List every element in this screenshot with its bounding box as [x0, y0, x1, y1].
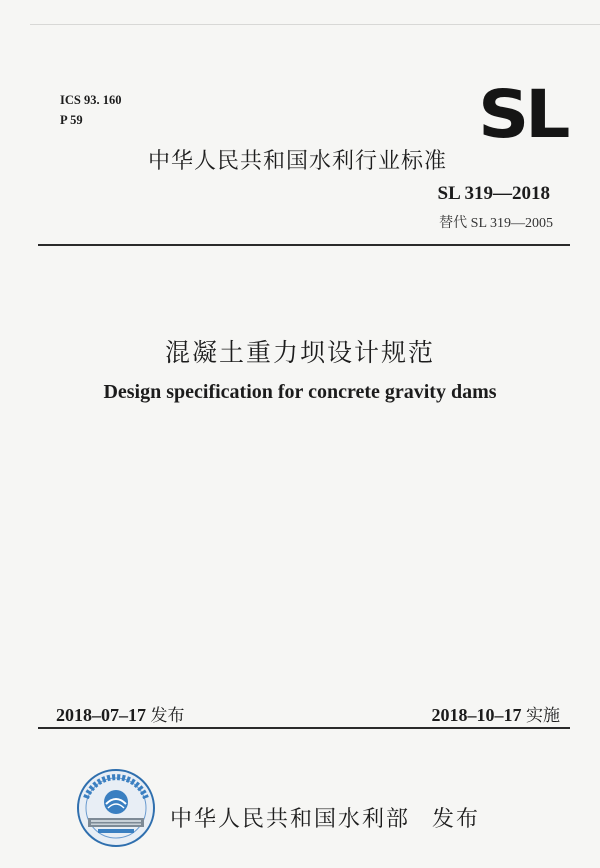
publisher-action: 发布: [432, 807, 481, 832]
publisher-name: 中华人民共和国水利部: [170, 807, 411, 832]
issue-date-line: [56, 701, 185, 726]
implementation-date: 2018–10–17: [431, 705, 522, 725]
document-title-chinese: 混凝土重力坝设计规范: [164, 338, 435, 367]
standard-category-title: 中华人民共和国水利行业标准: [148, 149, 448, 174]
document-title-english: Design specification for concrete gravity dams: [103, 381, 497, 403]
divider-bottom: [38, 727, 570, 729]
ccs-code: P 59: [60, 113, 83, 127]
issue-label: 发布: [150, 706, 185, 726]
ics-code: ICS 93. 160: [60, 93, 122, 107]
replaces-standard: 替代 SL 319—2005: [439, 216, 553, 231]
ministry-seal-icon: [76, 768, 156, 848]
divider-top: [38, 244, 570, 246]
sl-logo: SL: [478, 76, 567, 153]
classification-codes: [60, 90, 121, 130]
paper-edge: [30, 24, 600, 25]
implementation-date-line: [432, 701, 561, 726]
publisher-line: [170, 802, 480, 833]
implementation-label: 实施: [526, 706, 560, 726]
issue-date: 2018–07–17: [56, 705, 146, 725]
standard-number: SL 319—2018: [437, 183, 550, 204]
